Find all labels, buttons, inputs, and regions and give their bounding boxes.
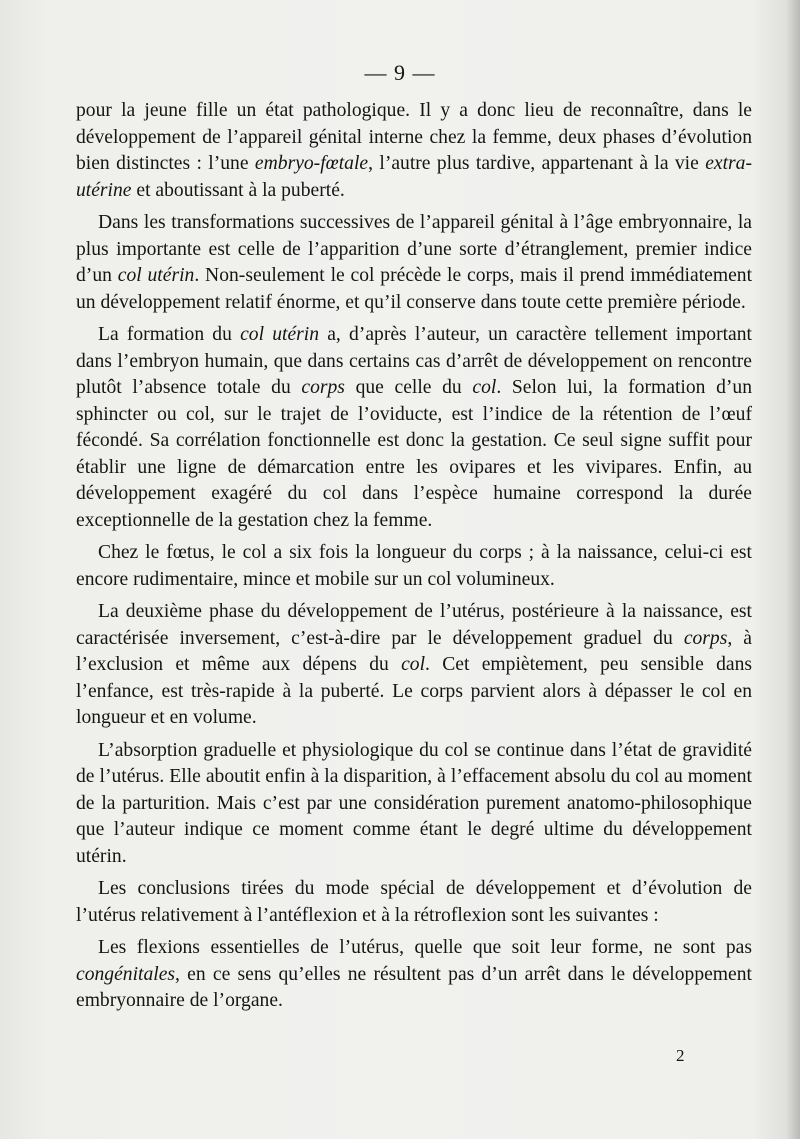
italic-term: congénitales [76,963,176,985]
page-number: — 9 — [364,60,436,85]
paragraph-text: L’absorption graduelle et physiologique du col se continue dans l’état de gravidité de l’utérus. Elle aboutit enfin à la disparition, à l’effacement absolu du col au moment de la parturition. Mais c’est par une considération purement anatomo-philosophique que l’auteur indique ce moment comme étant le degré ultime du développement utérin. [76,739,752,867]
paragraph-text: La formation du [98,324,241,345]
paragraph-text: et aboutissant à la puberté. [131,179,345,201]
paragraph-7 [76,876,752,929]
paragraph-text: Les flexions essentielles de l’utérus, quelle que soit leur forme, ne sont pas [98,937,752,958]
paragraph-1 [76,98,752,204]
paragraph-text: a, d’après l’auteur, un caractère tellement important dans l’embryon humain, que dans certains cas d’arrêt de développement on rencontre plutôt l’absence totale du [76,324,752,398]
paragraph-text: Chez le fœtus, le col a six fois la longueur du corps ; à la naissance, celui-ci est encore rudimentaire, mince et mobile sur un col volumineux. [76,542,752,590]
paragraph-4 [76,540,752,593]
paragraph-text: Dans les transformations successives de l’appareil génital à l’âge embryonnaire, la plus importante est celle de l’apparition d’une sorte d’étranglement, premier indice d’un [76,212,752,286]
italic-term: col utérin [117,265,195,286]
paragraph-3 [76,322,752,534]
page-edge-shadow [786,0,800,1139]
paragraph-text: , l’autre plus tardive, appartenant à la vie [368,153,706,174]
italic-term: corps [683,627,728,649]
paragraph-text: que celle du [344,377,473,398]
paragraph-text: Les conclusions tirées du mode spécial de développement et d’évolution de l’utérus relativement à l’antéflexion et à la rétroflexion sont les suivantes : [76,878,752,926]
paragraph-6 [76,738,752,871]
italic-term: col [401,654,426,675]
paragraph-text: . Cet empiètement, peu sensible dans l’enfance, est très-rapide à la puberté. Le corps parvient alors à dépasser le col en longueur et en volume. [76,654,752,728]
signature-mark: 2 [676,1046,685,1065]
paragraph-text: La deuxième phase du développement de l’utérus, postérieure à la naissance, est caractérisée inversement, c’est-à-dire par le développement graduel du [76,601,752,649]
paragraph-text: , à l’exclusion et même aux dépens du [76,627,752,675]
paragraph-2 [76,210,752,316]
italic-term: col utérin [240,324,320,345]
paragraph-text: . Non-seulement le col précède le corps, mais il prend immédiatement un développement relatif énorme, et qu’il conserve dans toute cette première période. [76,265,753,313]
paragraph-5 [76,599,752,732]
paragraph-8 [76,935,752,1015]
paragraph-text: , en ce sens qu’elles ne résultent pas d’un arrêt dans le développement embryonnaire de l’organe. [76,963,752,1011]
italic-term: corps [301,377,345,398]
paragraph-text: . Selon lui, la formation d’un sphincter ou col, sur le trajet de l’oviducte, est l’indice de la rétention de l’œuf fécondé. Sa corrélation fonctionnelle est donc la gestation. Ce seul signe suffit pour établir une ligne de démarcation entre les ovipares et les vivipares. Enfin, au développement exagéré du col dans l’espèce humaine correspond la durée exceptionnelle de la gestation chez la femme. [76,377,752,531]
italic-term: extra-utérine [76,153,752,201]
body-text [76,98,752,1021]
italic-term: col [472,377,497,398]
paragraph-text: pour la jeune fille un état pathologique. Il y a donc lieu de reconnaître, dans le développement de l’appareil génital interne chez la femme, deux phases d’évolution bien distinctes : l’une [76,100,752,174]
italic-term: embryo-fœtale [254,153,369,174]
